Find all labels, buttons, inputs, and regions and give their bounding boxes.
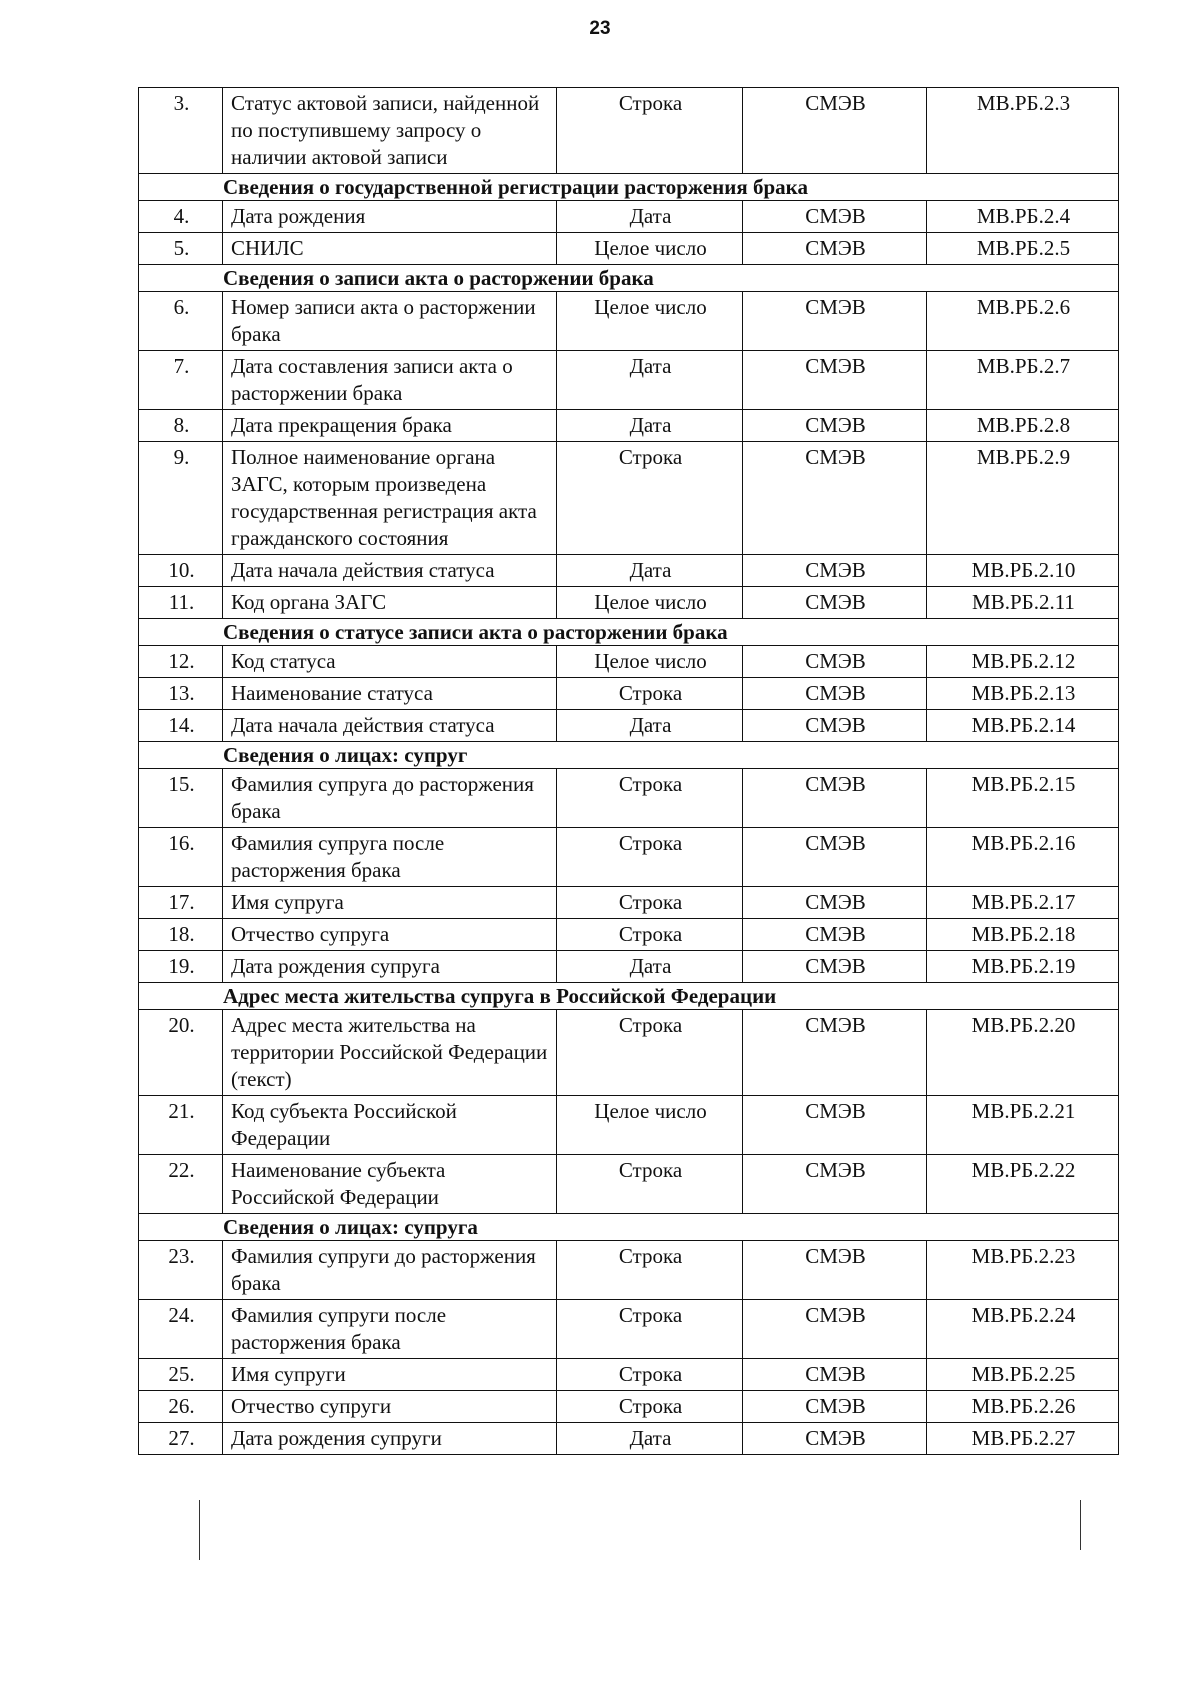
- attribute-code: МВ.РБ.2.19: [927, 951, 1119, 983]
- row-number: 12.: [139, 646, 223, 678]
- data-type: Дата: [557, 555, 743, 587]
- table-row: [139, 1423, 1119, 1455]
- attribute-code: МВ.РБ.2.26: [927, 1391, 1119, 1423]
- data-type: Дата: [557, 951, 743, 983]
- attribute-name: Код статуса: [223, 646, 557, 678]
- table-row: [139, 828, 1119, 887]
- table-row: [139, 1359, 1119, 1391]
- row-number: 7.: [139, 351, 223, 410]
- row-number: 8.: [139, 410, 223, 442]
- section-title: Сведения о статусе записи акта о расторжении брака: [139, 619, 1119, 646]
- attribute-code: МВ.РБ.2.14: [927, 710, 1119, 742]
- page-number: 23: [589, 18, 611, 39]
- attribute-code: МВ.РБ.2.16: [927, 828, 1119, 887]
- table-row: [139, 769, 1119, 828]
- data-type: Строка: [557, 919, 743, 951]
- row-number: 10.: [139, 555, 223, 587]
- data-source: СМЭВ: [743, 1010, 927, 1096]
- attribute-name: Наименование статуса: [223, 678, 557, 710]
- row-number: 24.: [139, 1300, 223, 1359]
- scan-artifact-line: [1080, 1500, 1081, 1550]
- table-row: [139, 233, 1119, 265]
- table-row: [139, 351, 1119, 410]
- row-number: 16.: [139, 828, 223, 887]
- data-type: Дата: [557, 1423, 743, 1455]
- section-title: Сведения о лицах: супруга: [139, 1214, 1119, 1241]
- row-number: 22.: [139, 1155, 223, 1214]
- attribute-name: Имя супруги: [223, 1359, 557, 1391]
- data-type: Целое число: [557, 292, 743, 351]
- data-source: СМЭВ: [743, 1423, 927, 1455]
- attribute-name: Отчество супруги: [223, 1391, 557, 1423]
- row-number: 21.: [139, 1096, 223, 1155]
- data-source: СМЭВ: [743, 351, 927, 410]
- table-row: [139, 1096, 1119, 1155]
- data-source: СМЭВ: [743, 1096, 927, 1155]
- data-type: Дата: [557, 351, 743, 410]
- attribute-name: Дата начала действия статуса: [223, 555, 557, 587]
- data-source: СМЭВ: [743, 919, 927, 951]
- table-row: [139, 1010, 1119, 1096]
- attribute-code: МВ.РБ.2.9: [927, 442, 1119, 555]
- data-source: СМЭВ: [743, 410, 927, 442]
- attribute-code: МВ.РБ.2.18: [927, 919, 1119, 951]
- data-source: СМЭВ: [743, 201, 927, 233]
- data-type: Строка: [557, 828, 743, 887]
- data-source: СМЭВ: [743, 646, 927, 678]
- section-title: Сведения о государственной регистрации расторжения брака: [139, 174, 1119, 201]
- table-row: [139, 710, 1119, 742]
- attribute-code: МВ.РБ.2.13: [927, 678, 1119, 710]
- data-type: Строка: [557, 88, 743, 174]
- data-type: Строка: [557, 1300, 743, 1359]
- section-title: Адрес места жительства супруга в Российской Федерации: [139, 983, 1119, 1010]
- data-source: СМЭВ: [743, 710, 927, 742]
- data-type: Строка: [557, 678, 743, 710]
- data-type: Целое число: [557, 1096, 743, 1155]
- attribute-code: МВ.РБ.2.17: [927, 887, 1119, 919]
- data-type: Строка: [557, 769, 743, 828]
- attribute-code: МВ.РБ.2.25: [927, 1359, 1119, 1391]
- row-number: 11.: [139, 587, 223, 619]
- row-number: 18.: [139, 919, 223, 951]
- data-type: Строка: [557, 1241, 743, 1300]
- data-type: Строка: [557, 1010, 743, 1096]
- data-type: Строка: [557, 442, 743, 555]
- table-body: [139, 88, 1119, 1455]
- table-row: [139, 1241, 1119, 1300]
- data-type: Строка: [557, 887, 743, 919]
- attribute-code: МВ.РБ.2.4: [927, 201, 1119, 233]
- data-type: Целое число: [557, 587, 743, 619]
- data-source: СМЭВ: [743, 442, 927, 555]
- data-type: Дата: [557, 201, 743, 233]
- attribute-code: МВ.РБ.2.24: [927, 1300, 1119, 1359]
- data-source: СМЭВ: [743, 951, 927, 983]
- section-header-row: [139, 1214, 1119, 1241]
- attribute-code: МВ.РБ.2.12: [927, 646, 1119, 678]
- row-number: 17.: [139, 887, 223, 919]
- attribute-name: Дата рождения супруги: [223, 1423, 557, 1455]
- table-row: [139, 1391, 1119, 1423]
- data-source: СМЭВ: [743, 678, 927, 710]
- attribute-code: МВ.РБ.2.5: [927, 233, 1119, 265]
- attribute-code: МВ.РБ.2.3: [927, 88, 1119, 174]
- section-title: Сведения о лицах: супруг: [139, 742, 1119, 769]
- attribute-name: СНИЛС: [223, 233, 557, 265]
- data-source: СМЭВ: [743, 1241, 927, 1300]
- scan-artifact-line: [199, 1500, 200, 1560]
- section-header-row: [139, 265, 1119, 292]
- attribute-name: Статус актовой записи, найденной по поступившему запросу о наличии актовой записи: [223, 88, 557, 174]
- data-source: СМЭВ: [743, 88, 927, 174]
- data-source: СМЭВ: [743, 1155, 927, 1214]
- row-number: 20.: [139, 1010, 223, 1096]
- attribute-name: Имя супруга: [223, 887, 557, 919]
- attribute-name: Код субъекта Российской Федерации: [223, 1096, 557, 1155]
- data-source: СМЭВ: [743, 887, 927, 919]
- row-number: 25.: [139, 1359, 223, 1391]
- data-type: Строка: [557, 1359, 743, 1391]
- table-row: [139, 410, 1119, 442]
- row-number: 5.: [139, 233, 223, 265]
- section-title: Сведения о записи акта о расторжении брака: [139, 265, 1119, 292]
- row-number: 14.: [139, 710, 223, 742]
- row-number: 26.: [139, 1391, 223, 1423]
- attribute-code: МВ.РБ.2.23: [927, 1241, 1119, 1300]
- data-source: СМЭВ: [743, 587, 927, 619]
- attribute-code: МВ.РБ.2.8: [927, 410, 1119, 442]
- data-type: Дата: [557, 410, 743, 442]
- attribute-name: Дата рождения: [223, 201, 557, 233]
- attribute-code: МВ.РБ.2.11: [927, 587, 1119, 619]
- data-source: СМЭВ: [743, 1359, 927, 1391]
- attribute-code: МВ.РБ.2.15: [927, 769, 1119, 828]
- data-source: СМЭВ: [743, 292, 927, 351]
- data-type: Строка: [557, 1391, 743, 1423]
- row-number: 23.: [139, 1241, 223, 1300]
- table-row: [139, 951, 1119, 983]
- attribute-name: Полное наименование органа ЗАГС, которым произведена государственная регистрация акта гражданского состояния: [223, 442, 557, 555]
- data-source: СМЭВ: [743, 1300, 927, 1359]
- table-row: [139, 201, 1119, 233]
- table-row: [139, 88, 1119, 174]
- table-row: [139, 292, 1119, 351]
- data-source: СМЭВ: [743, 1391, 927, 1423]
- row-number: 19.: [139, 951, 223, 983]
- table-row: [139, 587, 1119, 619]
- data-source: СМЭВ: [743, 233, 927, 265]
- data-source: СМЭВ: [743, 769, 927, 828]
- section-header-row: [139, 174, 1119, 201]
- attribute-name: Фамилия супруги до расторжения брака: [223, 1241, 557, 1300]
- attribute-name: Наименование субъекта Российской Федерации: [223, 1155, 557, 1214]
- row-number: 9.: [139, 442, 223, 555]
- attribute-code: МВ.РБ.2.21: [927, 1096, 1119, 1155]
- attribute-name: Дата рождения супруга: [223, 951, 557, 983]
- attribute-name: Дата начала действия статуса: [223, 710, 557, 742]
- data-type: Строка: [557, 1155, 743, 1214]
- row-number: 27.: [139, 1423, 223, 1455]
- data-type: Целое число: [557, 233, 743, 265]
- attribute-name: Код органа ЗАГС: [223, 587, 557, 619]
- attribute-name: Адрес места жительства на территории Российской Федерации (текст): [223, 1010, 557, 1096]
- attribute-name: Номер записи акта о расторжении брака: [223, 292, 557, 351]
- row-number: 13.: [139, 678, 223, 710]
- attribute-name: Дата составления записи акта о расторжении брака: [223, 351, 557, 410]
- attribute-name: Фамилия супруга после расторжения брака: [223, 828, 557, 887]
- attribute-name: Фамилия супруга до расторжения брака: [223, 769, 557, 828]
- attribute-code: МВ.РБ.2.7: [927, 351, 1119, 410]
- data-type: Дата: [557, 710, 743, 742]
- attribute-name: Отчество супруга: [223, 919, 557, 951]
- section-header-row: [139, 983, 1119, 1010]
- attribute-name: Фамилия супруги после расторжения брака: [223, 1300, 557, 1359]
- data-type: Целое число: [557, 646, 743, 678]
- attribute-code: МВ.РБ.2.27: [927, 1423, 1119, 1455]
- table-row: [139, 887, 1119, 919]
- row-number: 15.: [139, 769, 223, 828]
- row-number: 4.: [139, 201, 223, 233]
- section-header-row: [139, 742, 1119, 769]
- attributes-table: [138, 87, 1119, 1455]
- table-row: [139, 1300, 1119, 1359]
- row-number: 3.: [139, 88, 223, 174]
- table-row: [139, 646, 1119, 678]
- table-row: [139, 442, 1119, 555]
- data-source: СМЭВ: [743, 828, 927, 887]
- attribute-code: МВ.РБ.2.10: [927, 555, 1119, 587]
- table-row: [139, 1155, 1119, 1214]
- attribute-code: МВ.РБ.2.22: [927, 1155, 1119, 1214]
- attribute-code: МВ.РБ.2.6: [927, 292, 1119, 351]
- data-source: СМЭВ: [743, 555, 927, 587]
- attribute-name: Дата прекращения брака: [223, 410, 557, 442]
- row-number: 6.: [139, 292, 223, 351]
- table-row: [139, 919, 1119, 951]
- attribute-code: МВ.РБ.2.20: [927, 1010, 1119, 1096]
- table-row: [139, 555, 1119, 587]
- table-row: [139, 678, 1119, 710]
- section-header-row: [139, 619, 1119, 646]
